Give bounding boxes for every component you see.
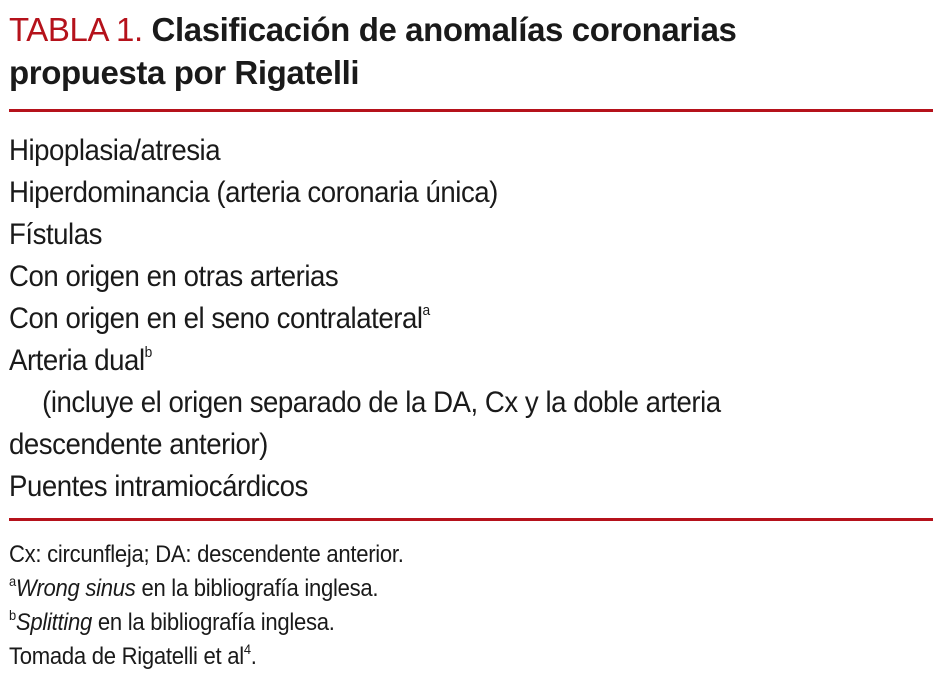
note-source <box>9 640 860 674</box>
row-arteria-dual-detail <box>9 382 860 424</box>
row-text: Hipoplasia/atresia <box>9 134 221 167</box>
note-italic: Splitting <box>15 609 92 636</box>
note-mark: a <box>9 573 16 589</box>
row-hiperdominancia <box>9 172 860 214</box>
note-italic: Wrong sinus <box>15 575 136 602</box>
row-text: Con origen en otras arterias <box>9 260 339 293</box>
table-footnotes <box>9 538 860 674</box>
table-label: TABLA 1. <box>9 11 143 48</box>
row-text: Hiperdominancia (arteria coronaria única) <box>9 176 498 209</box>
note-b <box>9 606 860 640</box>
row-text: Fístulas <box>9 218 102 251</box>
table-caption-line1: Clasificación de anomalías coronarias <box>151 11 737 48</box>
row-arteria-dual-detail-cont <box>9 424 860 466</box>
classification-list <box>9 130 860 508</box>
row-arteria-dual <box>9 340 860 382</box>
row-fistulas <box>9 214 860 256</box>
note-end: . <box>250 643 257 670</box>
note-abbreviations <box>9 538 860 572</box>
row-text: (incluye el origen separado de la DA, Cx y la doble arteria <box>42 386 721 419</box>
note-text: Cx: circunfleja; DA: descendente anterior. <box>9 541 404 568</box>
note-a <box>9 572 860 606</box>
reference-mark: 4 <box>243 641 251 657</box>
table-caption-line2: propuesta por Rigatelli <box>9 54 360 91</box>
row-text: Arteria dual <box>9 344 145 377</box>
row-hipoplasia <box>9 130 860 172</box>
row-text: Con origen en el seno contralateral <box>9 302 423 335</box>
row-puentes <box>9 466 860 508</box>
note-text: Tomada de Rigatelli et al <box>9 643 244 670</box>
row-seno-contralateral <box>9 298 860 340</box>
note-mark: b <box>9 607 16 623</box>
footnote-mark-a: a <box>422 302 430 319</box>
top-rule <box>9 109 933 112</box>
row-text: descendente anterior) <box>9 428 268 461</box>
row-otras-arterias <box>9 256 860 298</box>
bottom-rule <box>9 518 933 521</box>
table-title <box>9 8 934 94</box>
footnote-mark-b: b <box>144 344 152 361</box>
note-text: en la bibliografía inglesa. <box>135 575 379 602</box>
row-text: Puentes intramiocárdicos <box>9 470 308 503</box>
note-text: en la bibliografía inglesa. <box>91 609 335 636</box>
